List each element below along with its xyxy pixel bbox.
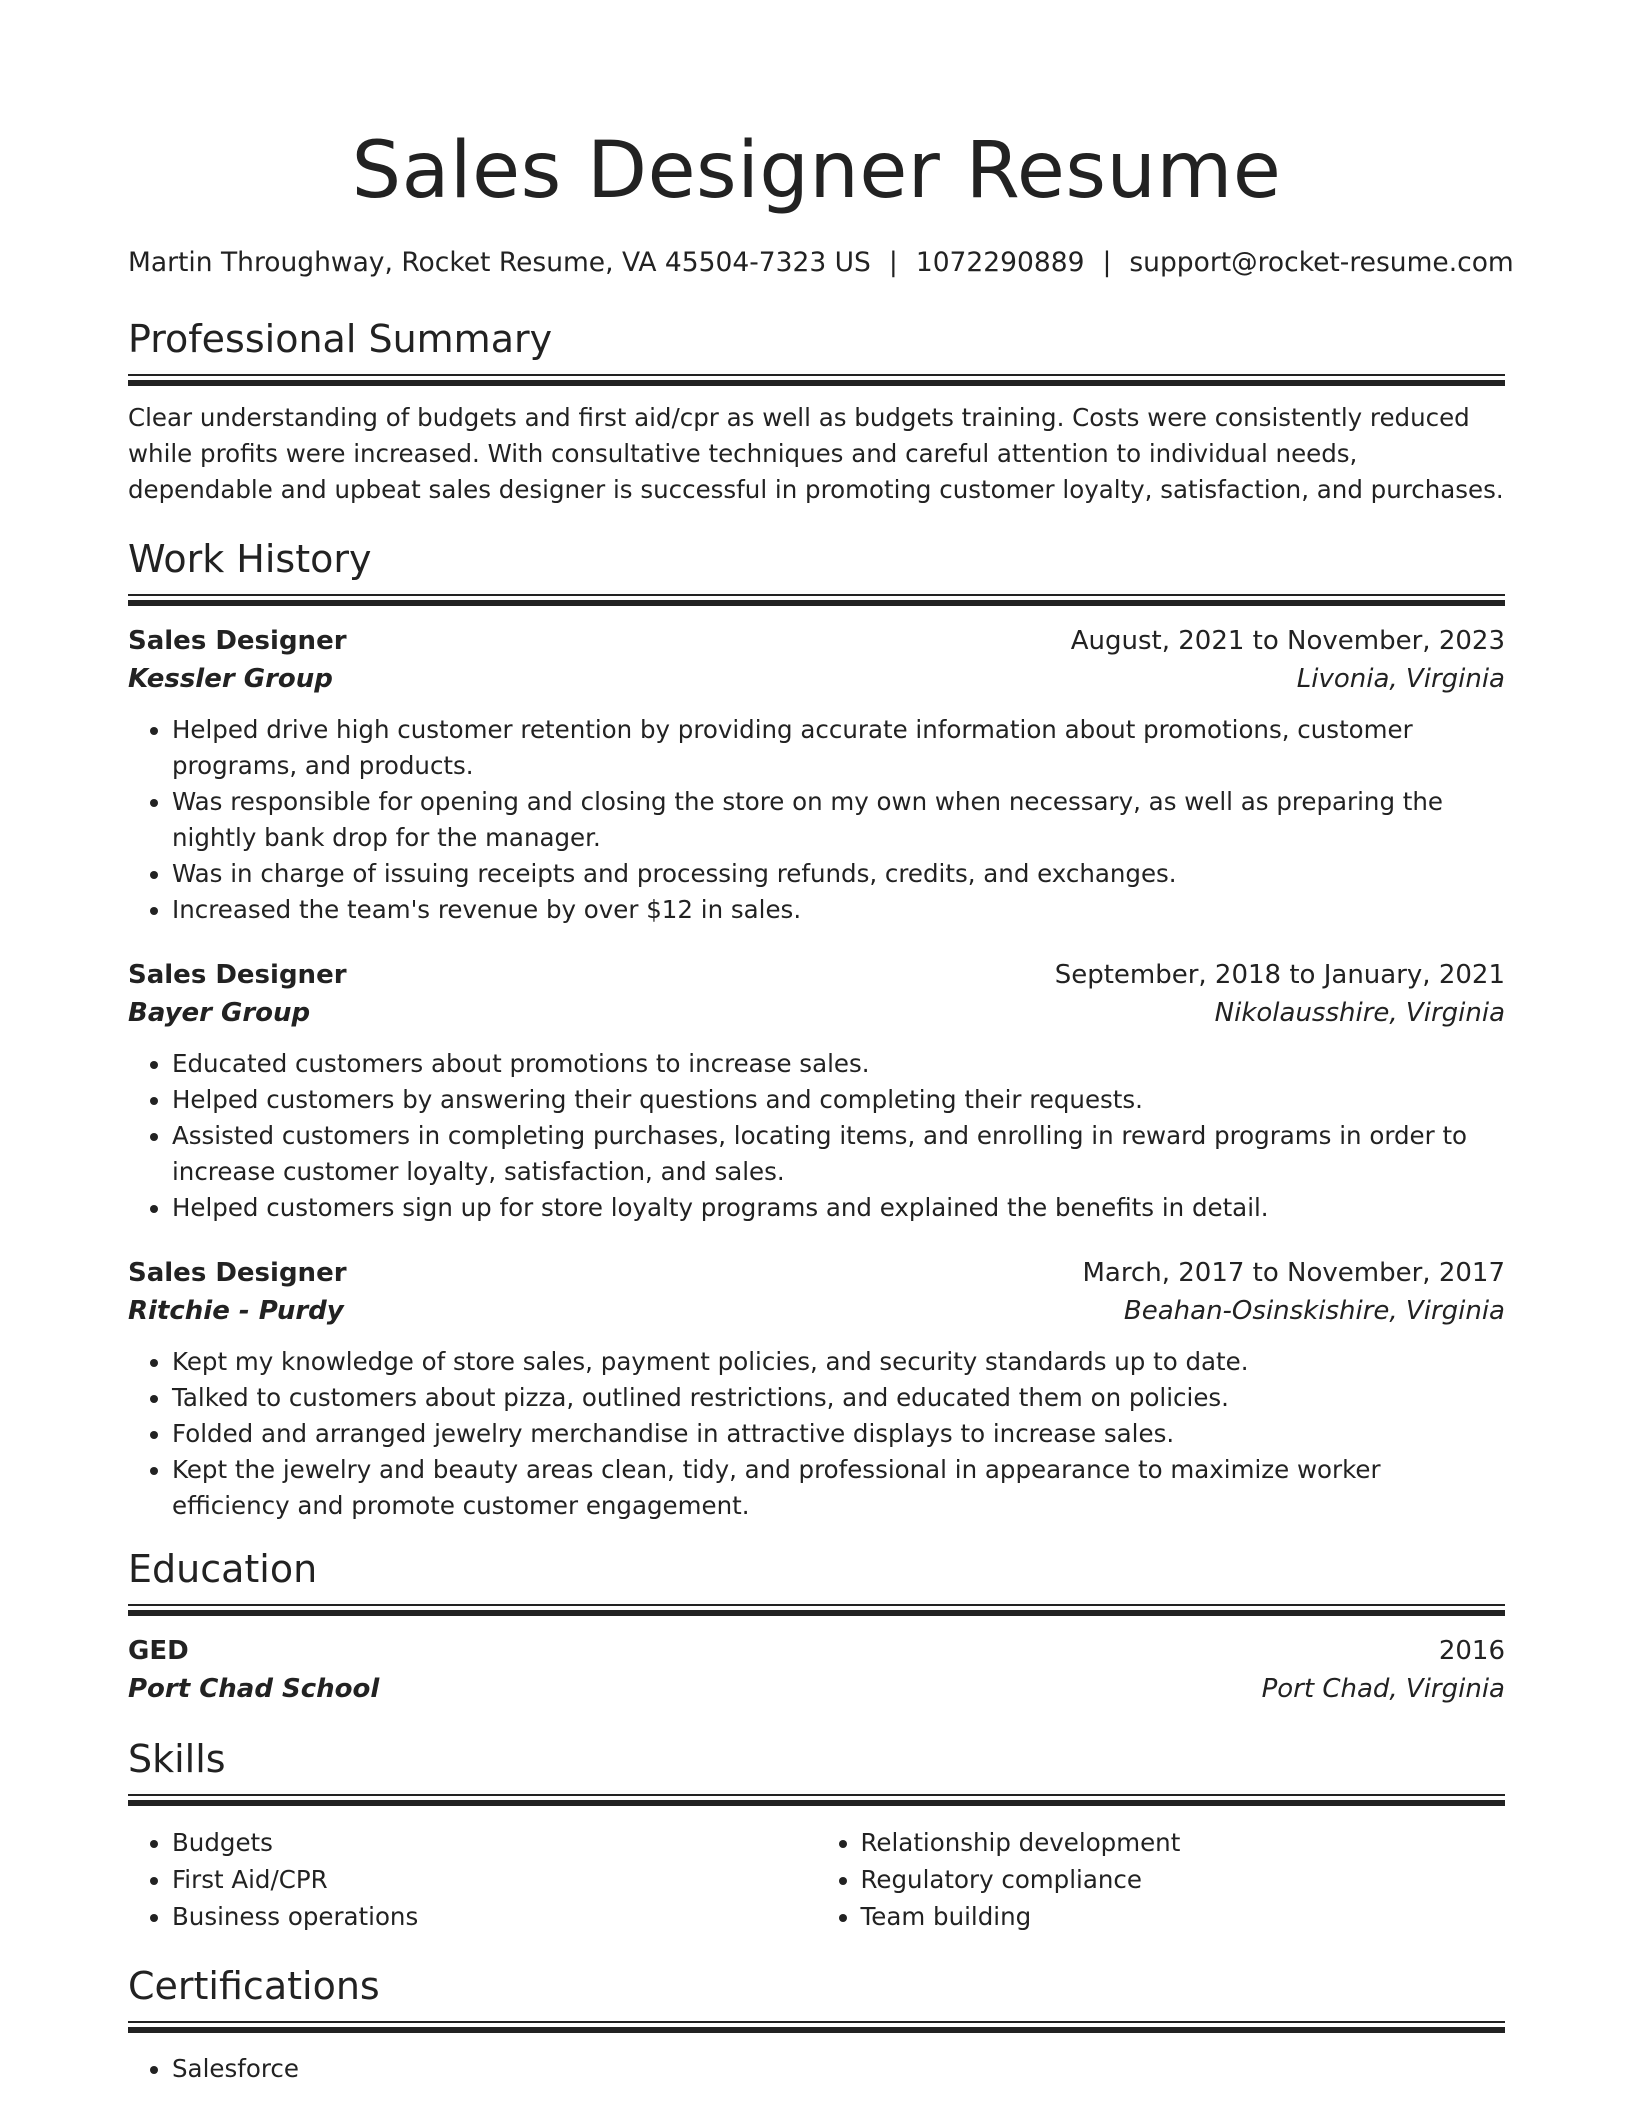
job-bullet: • Helped customers sign up for store loyalty programs and explained the benefits in detail.	[172, 1190, 1505, 1226]
job-location: Livonia, Virginia	[1296, 664, 1505, 694]
job-company: Kessler Group	[128, 664, 333, 694]
contact-separator: |	[1102, 247, 1112, 278]
job-company-row	[128, 994, 1505, 1032]
job-bullet: • Folded and arranged jewelry merchandise in attractive displays to increase sales.	[172, 1416, 1505, 1452]
section-heading-summary: Professional Summary	[128, 317, 553, 361]
skill-item: • Budgets	[172, 1824, 817, 1861]
work-history-section	[128, 536, 1505, 1524]
section-divider	[128, 374, 1505, 386]
job-company-row	[128, 660, 1505, 698]
skills-section	[128, 1736, 1505, 1935]
skills-column-left	[128, 1824, 817, 1935]
job-bullet: • Talked to customers about pizza, outlined restrictions, and educated them on policies.	[172, 1380, 1505, 1416]
education-school: Port Chad School	[128, 1674, 380, 1704]
job-header-row	[128, 1254, 1505, 1292]
certifications-section	[128, 1963, 1505, 2087]
job-entry	[128, 956, 1505, 1226]
job-dates: August, 2021 to November, 2023	[1070, 626, 1505, 656]
job-bullet: • Kept my knowledge of store sales, payment policies, and security standards up to date.	[172, 1344, 1505, 1380]
skill-item: • Team building	[861, 1898, 1506, 1935]
job-bullet: • Helped customers by answering their questions and completing their requests.	[172, 1082, 1505, 1118]
job-company: Bayer Group	[128, 998, 311, 1028]
job-title: Sales Designer	[128, 1258, 347, 1288]
job-location: Beahan-Osinskishire, Virginia	[1123, 1296, 1505, 1326]
skill-item: • Regulatory compliance	[861, 1861, 1506, 1898]
section-heading-education: Education	[128, 1547, 318, 1591]
education-degree: GED	[128, 1636, 189, 1666]
summary-text: Clear understanding of budgets and first aid/cpr as well as budgets training. Costs were consistently reduced while profits were increased. With consultative techniques and careful attention to individual needs, dependable and upbeat sales designer is successful in promoting customer loyalty, satisfaction, and purchases.	[128, 403, 1504, 504]
contact-separator: |	[888, 247, 898, 278]
job-entry	[128, 1254, 1505, 1524]
job-header-row	[128, 956, 1505, 994]
education-section	[128, 1546, 1505, 1708]
certifications-list	[128, 2051, 1505, 2087]
education-location: Port Chad, Virginia	[1261, 1674, 1505, 1704]
job-bullet: • Increased the team's revenue by over $12 in sales.	[172, 892, 1505, 928]
job-bullet: • Was in charge of issuing receipts and processing refunds, credits, and exchanges.	[172, 856, 1505, 892]
section-heading-work-history: Work History	[128, 537, 372, 581]
skills-grid	[128, 1824, 1505, 1935]
job-bullet: • Helped drive high customer retention by providing accurate information about promotions, customer programs, and products.	[172, 712, 1505, 784]
job-company: Ritchie - Purdy	[128, 1296, 344, 1326]
skills-list	[817, 1824, 1506, 1935]
section-divider	[128, 1794, 1505, 1806]
contact-line	[128, 246, 1514, 280]
job-bullet: • Assisted customers in completing purchases, locating items, and enrolling in reward programs in order to increase customer loyalty, satisfaction, and sales.	[172, 1118, 1505, 1190]
section-divider	[128, 1604, 1505, 1616]
job-company-row	[128, 1292, 1505, 1330]
job-bullet: • Was responsible for opening and closing the store on my own when necessary, as well as preparing the nightly bank drop for the manager.	[172, 784, 1505, 856]
job-dates: September, 2018 to January, 2021	[1054, 960, 1505, 990]
job-location: Nikolausshire, Virginia	[1214, 998, 1505, 1028]
job-title: Sales Designer	[128, 960, 347, 990]
skill-item: • Relationship development	[861, 1824, 1506, 1861]
education-school-row	[128, 1670, 1505, 1708]
contact-address: Martin Throughway, Rocket Resume, VA 45504-7323 US	[128, 247, 871, 278]
job-entry	[128, 622, 1505, 928]
skill-item: • First Aid/CPR	[172, 1861, 817, 1898]
contact-phone: 1072290889	[915, 247, 1085, 278]
skills-column-right	[817, 1824, 1506, 1935]
job-dates: March, 2017 to November, 2017	[1082, 1258, 1505, 1288]
skill-item: • Business operations	[172, 1898, 817, 1935]
job-title: Sales Designer	[128, 626, 347, 656]
section-divider	[128, 594, 1505, 606]
section-heading-certifications: Certifications	[128, 1964, 380, 2008]
summary-section	[128, 316, 1505, 508]
job-bullets	[128, 1046, 1505, 1226]
certification-item: • Salesforce	[172, 2051, 1505, 2087]
job-header-row	[128, 622, 1505, 660]
contact-email[interactable]: support@rocket-resume.com	[1129, 247, 1514, 278]
job-bullet: • Kept the jewelry and beauty areas clean, tidy, and professional in appearance to maximize worker efficiency and promote customer engagement.	[172, 1452, 1505, 1524]
section-divider	[128, 2021, 1505, 2033]
job-bullets	[128, 1344, 1505, 1524]
resume-title: Sales Designer Resume	[351, 126, 1282, 216]
job-bullets	[128, 712, 1505, 928]
section-heading-skills: Skills	[128, 1737, 226, 1781]
education-header-row	[128, 1632, 1505, 1670]
job-bullet: • Educated customers about promotions to increase sales.	[172, 1046, 1505, 1082]
skills-list	[128, 1824, 817, 1935]
education-entry	[128, 1632, 1505, 1708]
education-year: 2016	[1438, 1636, 1505, 1666]
